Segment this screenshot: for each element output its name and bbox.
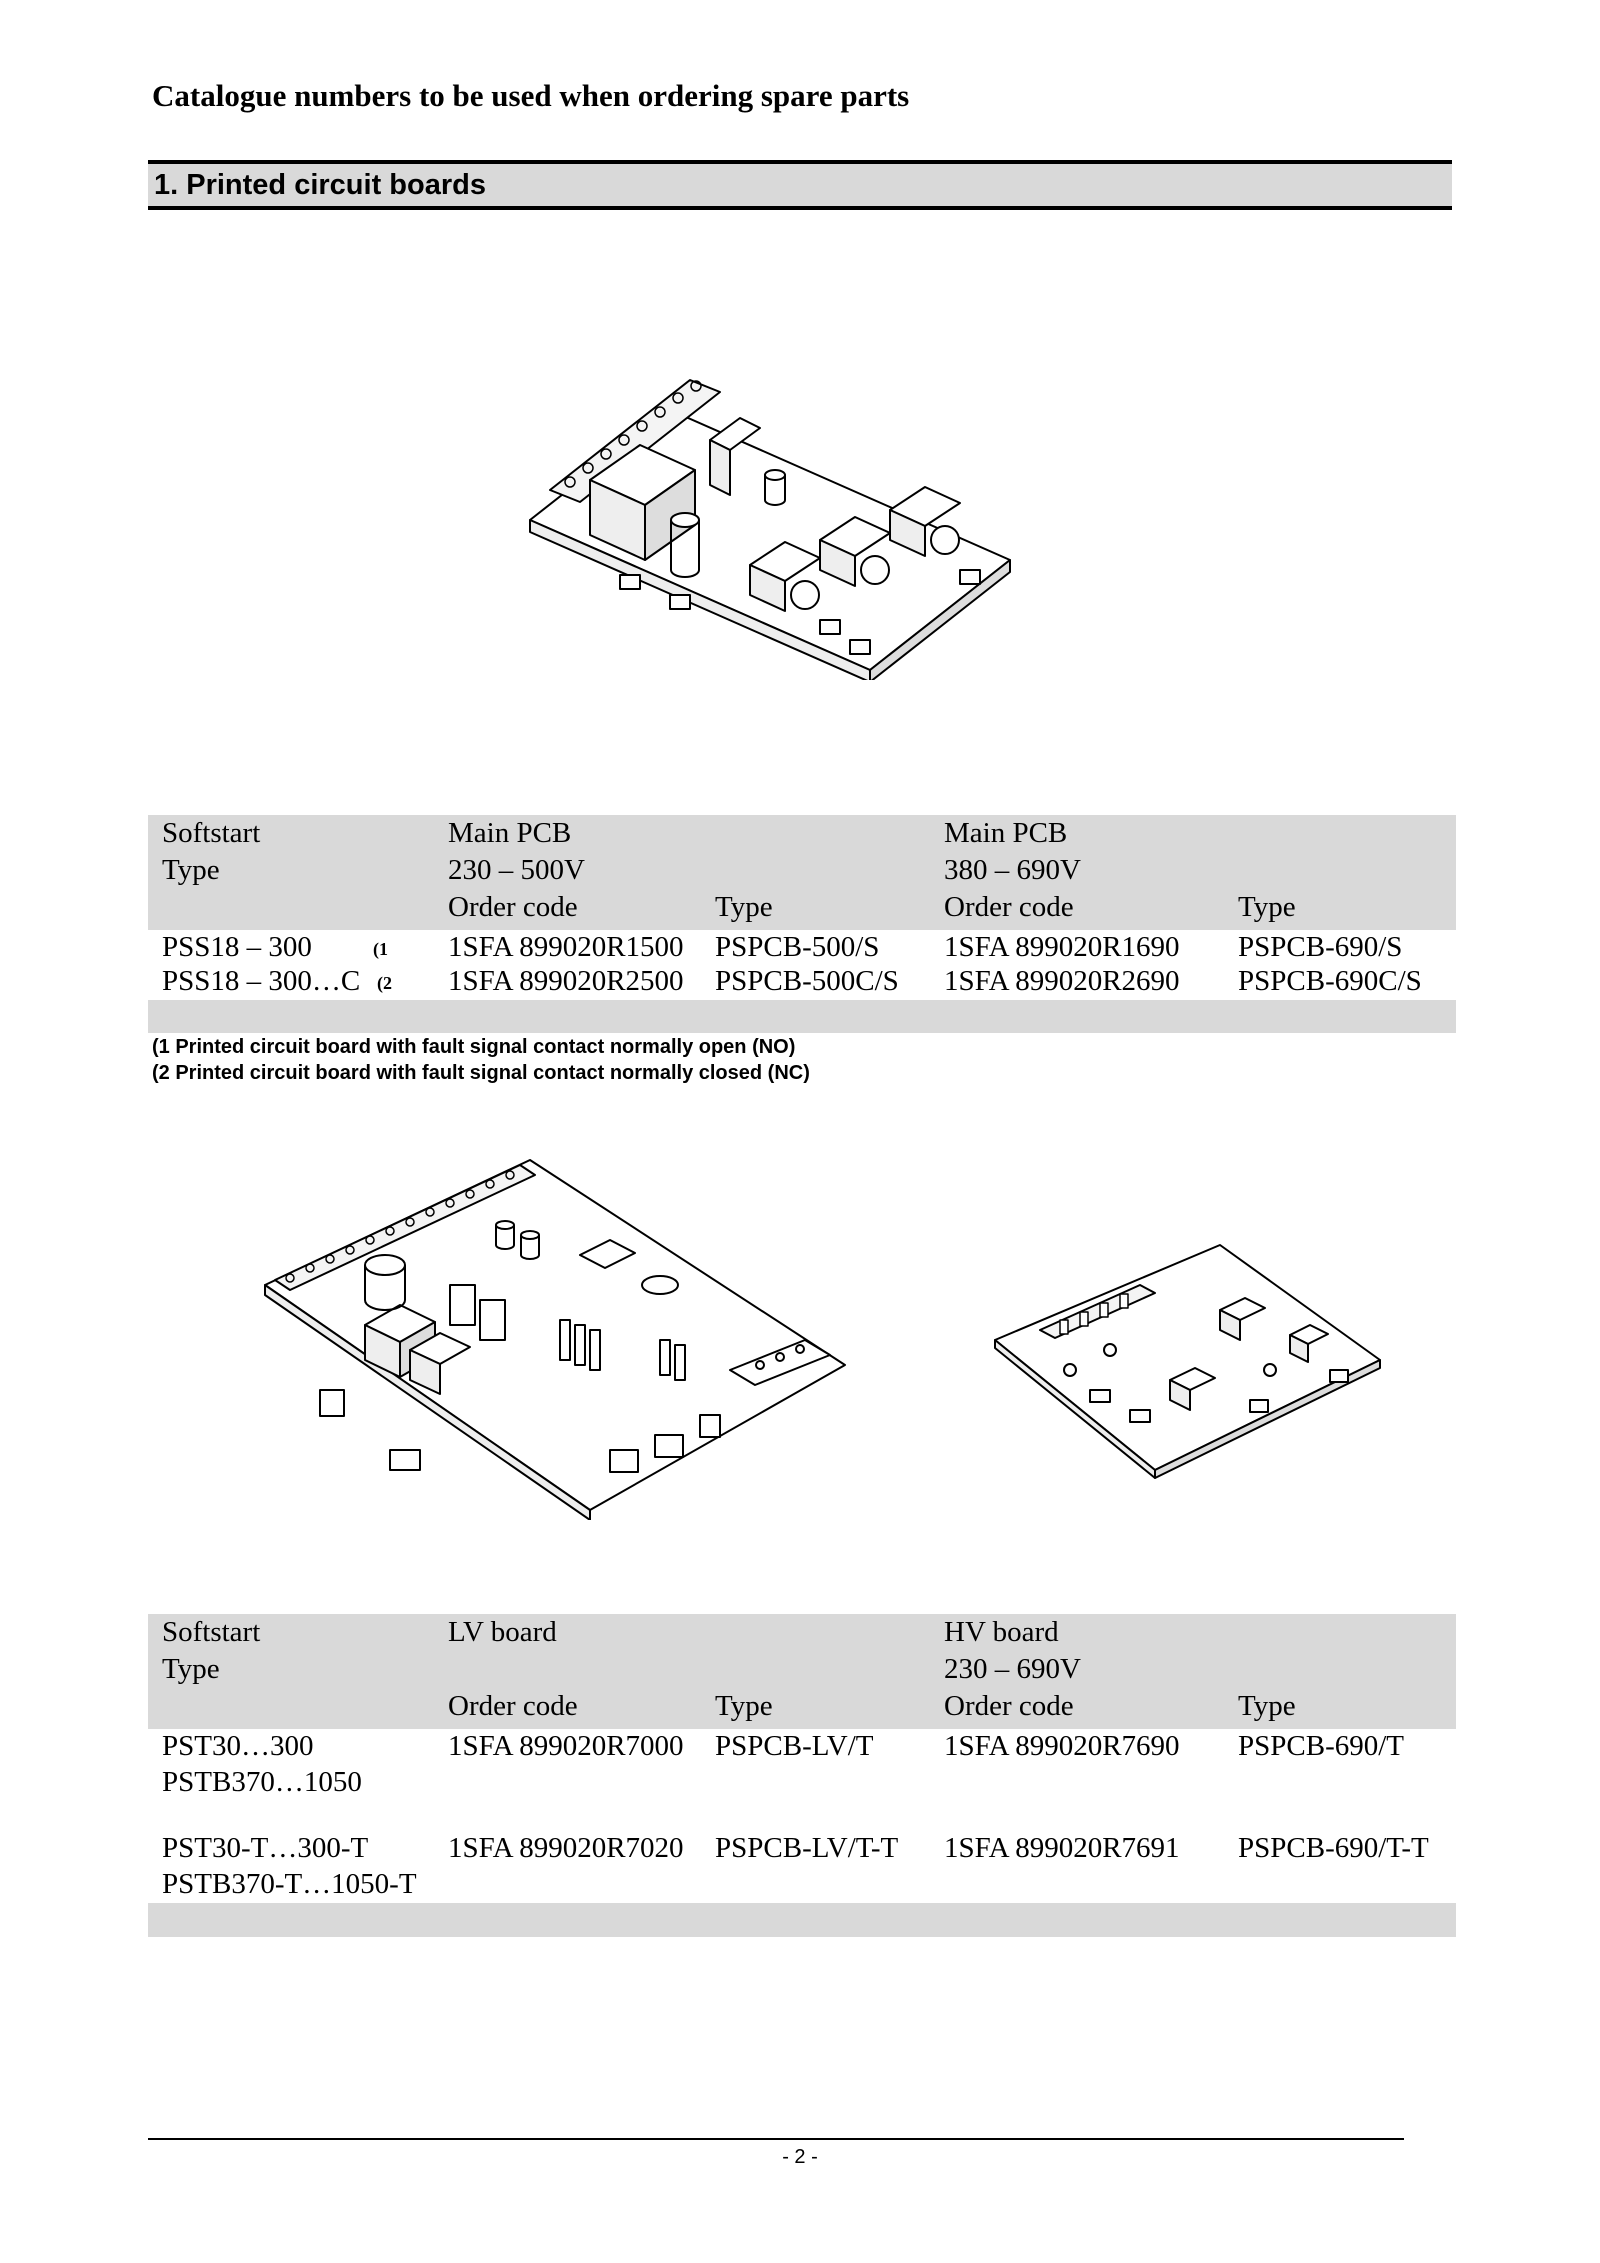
row-softstart-line2: PSTB370-T…1050-T <box>162 1868 417 1900</box>
row-type-1: PSPCB-500C/S <box>715 965 899 997</box>
header-main-pcb-1: Main PCB <box>448 817 572 849</box>
row-softstart: PSS18 – 300 <box>162 931 312 963</box>
row-type-2: PSPCB-690/T-T <box>1238 1832 1429 1864</box>
header-softstart: Softstart <box>162 817 261 849</box>
header-voltage-1: 230 – 500V <box>448 854 585 886</box>
row-softstart: PSS18 – 300…C <box>162 965 361 997</box>
main-pcb-table <box>148 815 1456 1035</box>
header-order-code-1: Order code <box>448 1690 578 1722</box>
row-note-ref: (2 <box>377 973 392 993</box>
row-softstart-line2: PSTB370…1050 <box>162 1766 362 1798</box>
footnote-2: (2 Printed circuit board with fault signal contact normally closed (NC) <box>152 1062 810 1084</box>
main-pcb-illustration <box>520 370 1020 680</box>
header-order-code-2: Order code <box>944 1690 1074 1722</box>
row-softstart-line1: PST30…300 <box>162 1730 314 1762</box>
row-type-1: PSPCB-LV/T-T <box>715 1832 899 1864</box>
header-softstart: Softstart <box>162 1616 261 1648</box>
document-title: Catalogue numbers to be used when ordering spare parts <box>152 78 910 113</box>
footer-divider <box>148 2138 1404 2140</box>
row-type-2: PSPCB-690C/S <box>1238 965 1422 997</box>
lv-hv-board-table <box>148 1614 1456 1939</box>
table-footer-band <box>148 1903 1456 1937</box>
hv-board-illustration <box>990 1240 1385 1490</box>
header-type-2: Type <box>1238 891 1296 923</box>
header-lv-board: LV board <box>448 1616 557 1648</box>
row-order-code-1: 1SFA 899020R7000 <box>448 1730 684 1762</box>
row-type-2: PSPCB-690/S <box>1238 931 1403 963</box>
header-hv-board: HV board <box>944 1616 1059 1648</box>
header-type: Type <box>162 1653 220 1685</box>
header-order-code-2: Order code <box>944 891 1074 923</box>
row-order-code-2: 1SFA 899020R7691 <box>944 1832 1180 1864</box>
footnote-1: (1 Printed circuit board with fault signal contact normally open (NO) <box>152 1036 796 1058</box>
row-order-code-2: 1SFA 899020R2690 <box>944 965 1180 997</box>
header-type-1: Type <box>715 891 773 923</box>
page-number: - 2 - <box>782 2146 818 2168</box>
header-voltage-2: 380 – 690V <box>944 854 1081 886</box>
header-voltage-2: 230 – 690V <box>944 1653 1081 1685</box>
row-order-code-1: 1SFA 899020R2500 <box>448 965 684 997</box>
header-type-1: Type <box>715 1690 773 1722</box>
row-order-code-2: 1SFA 899020R7690 <box>944 1730 1180 1762</box>
header-type-2: Type <box>1238 1690 1296 1722</box>
header-type: Type <box>162 854 220 886</box>
row-order-code-1: 1SFA 899020R7020 <box>448 1832 684 1864</box>
row-note-ref: (1 <box>373 939 388 959</box>
lv-board-illustration <box>260 1150 860 1520</box>
section-title: 1. Printed circuit boards <box>154 169 486 201</box>
row-order-code-2: 1SFA 899020R1690 <box>944 931 1180 963</box>
section-header-bar <box>148 160 1452 210</box>
row-type-2: PSPCB-690/T <box>1238 1730 1404 1762</box>
row-type-1: PSPCB-500/S <box>715 931 880 963</box>
row-type-1: PSPCB-LV/T <box>715 1730 874 1762</box>
header-main-pcb-2: Main PCB <box>944 817 1068 849</box>
row-softstart-line1: PST30-T…300-T <box>162 1832 369 1864</box>
table-footer-band <box>148 1000 1456 1033</box>
row-order-code-1: 1SFA 899020R1500 <box>448 931 684 963</box>
header-order-code-1: Order code <box>448 891 578 923</box>
